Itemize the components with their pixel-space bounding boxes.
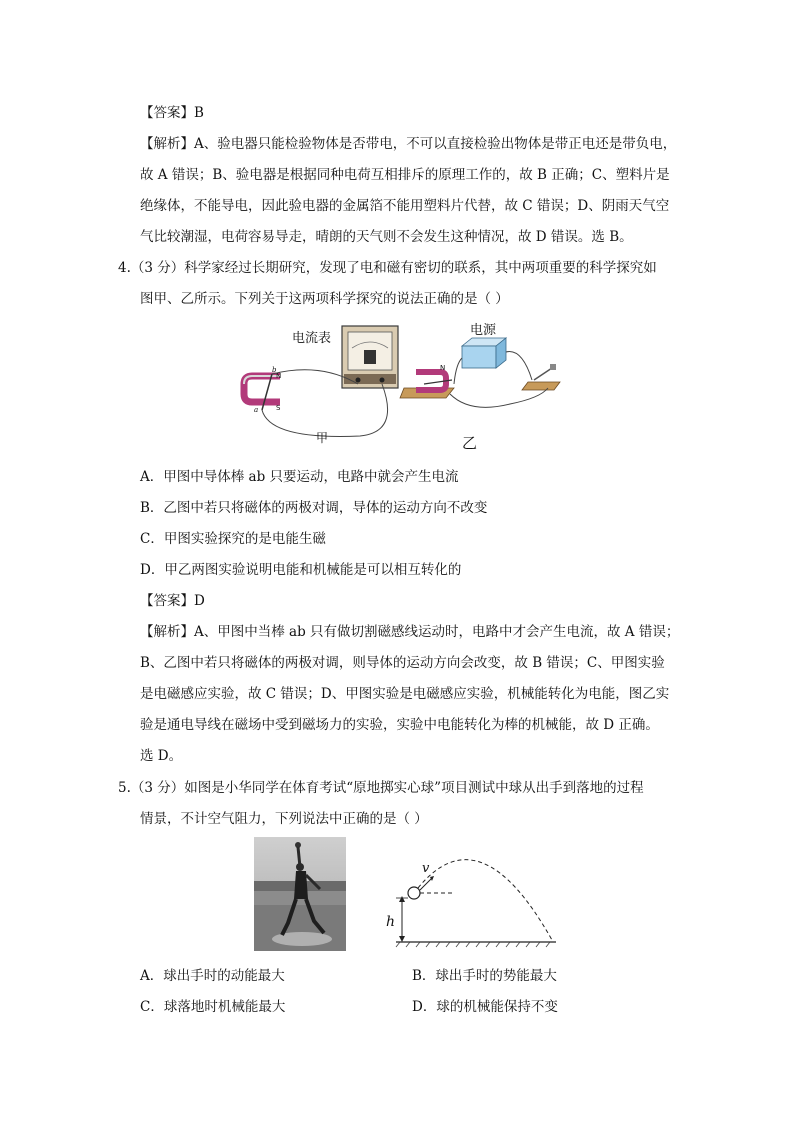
- q4-stem-line-1: 4.（3 分）科学家经过长期研究，发现了电和磁有密切的联系，其中两项重要的科学探究如: [118, 260, 657, 276]
- fig-a-caption: 甲: [316, 431, 329, 445]
- q4-analysis-line-1: 【解析】A、甲图中当棒 ab 只有做切割磁感线运动时，电路中才会产生电流，故 A 错误；: [140, 624, 680, 640]
- power-label: 电源: [470, 323, 497, 338]
- q3-analysis-line-2: 故 A 错误；B、验电器是根据同种电荷互相排斥的原理工作的，故 B 正确；C、塑料片是: [140, 167, 670, 183]
- ammeter-icon: [342, 326, 398, 388]
- wire-b-1: [454, 358, 462, 384]
- q3-analysis-line-4: 气比较潮湿，电荷容易导走，晴朗的天气则不会发生这种情况，故 D 错误。选 B。: [140, 229, 633, 245]
- q4-figure: [240, 318, 590, 458]
- q3-answer: 【答案】B: [140, 105, 204, 121]
- velocity-label: v: [422, 861, 430, 876]
- q5-option-c: C．球落地时机械能最大: [140, 999, 286, 1015]
- trajectory-curve: [418, 860, 552, 940]
- q3-analysis-line-1: 【解析】A、验电器只能检验物体是否带电，不可以直接检验出物体是带正电还是带负电，: [140, 136, 677, 152]
- q5-option-d: D．球的机械能保持不变: [412, 999, 558, 1015]
- q4-option-c: C．甲图实验探究的是电能生磁: [140, 531, 326, 547]
- wire-b-3: [450, 388, 548, 407]
- q4-option-d: D．甲乙两图实验说明电能和机械能是可以相互转化的: [140, 562, 462, 578]
- power-supply-icon: [462, 338, 506, 368]
- fig-b-caption: 乙: [462, 434, 478, 452]
- q4-analysis-line-3: 是电磁感应实验，故 C 错误；D、甲图实验是电磁感应实验，机械能转化为电能，图乙实: [140, 686, 670, 702]
- ammeter-label: 电流表: [292, 331, 332, 346]
- q5-option-b: B．球出手时的势能最大: [412, 968, 557, 984]
- q4-answer: 【答案】D: [140, 593, 205, 609]
- ball-icon: [408, 887, 420, 899]
- q4-analysis-line-5: 选 D。: [140, 748, 183, 764]
- q5-stem-line-1: 5.（3 分）如图是小华同学在体育考试“原地掷实心球”项目测试中球从出手到落地的过程: [118, 780, 644, 796]
- q3-analysis-line-3: 绝缘体，不能导电，因此验电器的金属箔不能用塑料片代替，故 C 错误；D、阴雨天气空: [140, 198, 670, 214]
- q4-option-a: A．甲图中导体棒 ab 只要运动，电路中就会产生电流: [140, 469, 459, 485]
- q4-analysis-line-2: B、乙图中若只将磁体的两极对调，则导体的运动方向会改变，故 B 错误；C、甲图实验: [140, 655, 665, 671]
- rod-label-b: b: [272, 366, 277, 374]
- q5-stem-line-2: 情景，不计空气阻力，下列说法中正确的是（ ）: [140, 811, 428, 827]
- wire-b-2: [506, 352, 532, 380]
- height-label: h: [386, 914, 396, 930]
- q4-option-b: B．乙图中若只将磁体的两极对调，导体的运动方向不改变: [140, 500, 488, 516]
- velocity-arrow: [420, 878, 432, 890]
- q4-stem-line-2: 图甲、乙所示。下列关于这两项科学探究的说法正确的是（ ）: [140, 291, 509, 307]
- rail-base-icon: [400, 372, 454, 398]
- thrower-photo: [254, 837, 346, 951]
- horseshoe-magnet-icon: [244, 376, 280, 402]
- trajectory-diagram: [380, 836, 560, 948]
- q4-pole-s-a: S: [276, 404, 281, 412]
- rod-label-a: a: [254, 406, 259, 414]
- q4-pole-n-b: N: [440, 364, 446, 372]
- q4-analysis-line-4: 验是通电导线在磁场中受到磁场力的实验，实验中电能转化为棒的机械能，故 D 正确。: [140, 717, 659, 733]
- q4-pole-n-a: N: [276, 372, 282, 380]
- wire-a-bottom: [262, 384, 388, 436]
- q5-option-a: A．球出手时的动能最大: [140, 968, 285, 984]
